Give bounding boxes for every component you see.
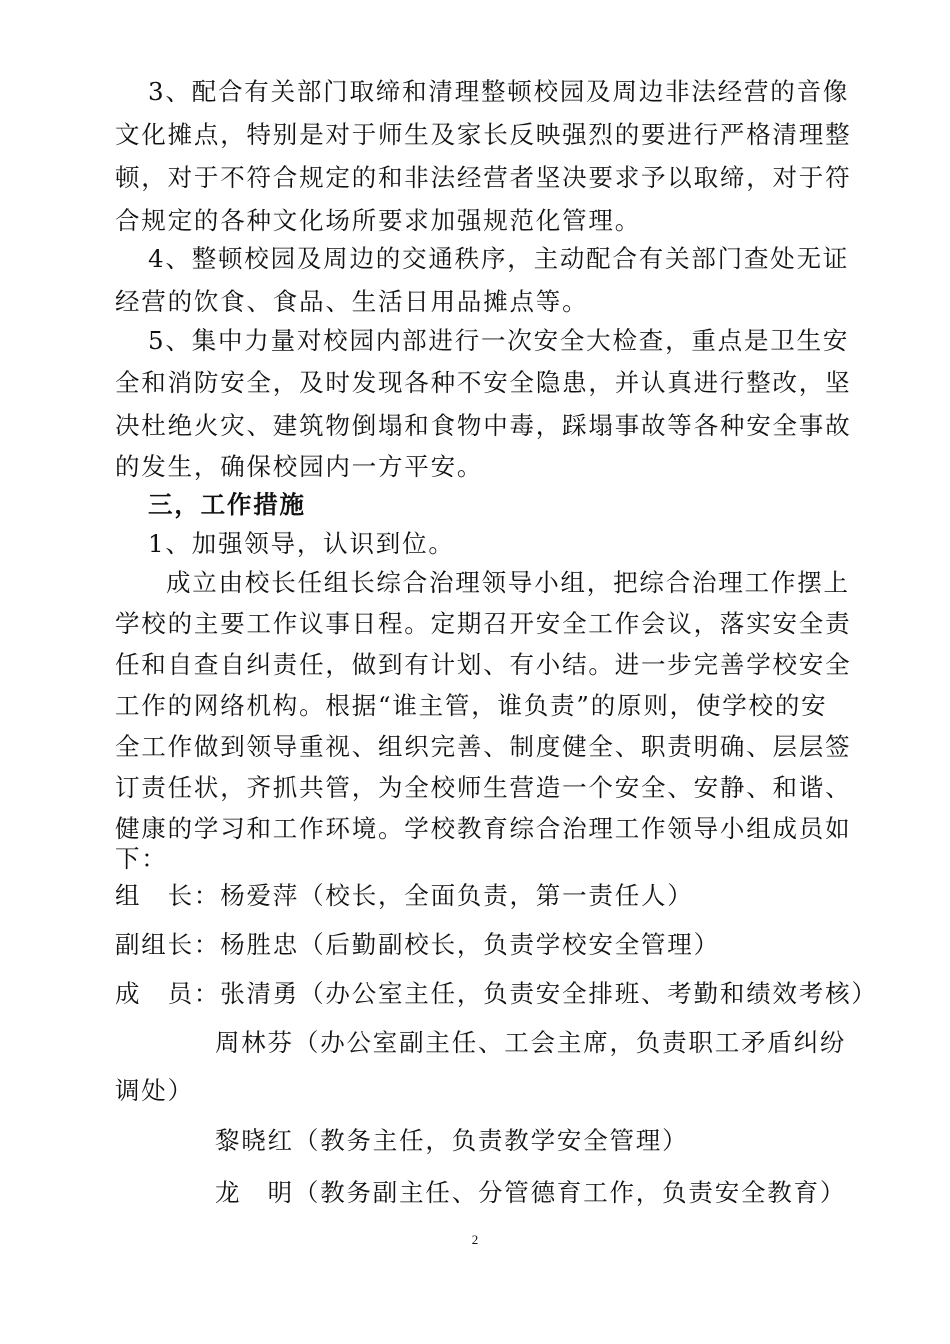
member-2-line-2: 调处）: [115, 1076, 194, 1105]
paragraph-5-line-3: 决杜绝火灾、建筑物倒塌和食物中毒，踩塌事故等各种安全事故: [115, 411, 852, 440]
section-heading: 三，工作措施: [148, 490, 306, 519]
measure-1-body-line-6: 订责任状，齐抓共管，为全校师生营造一个安全、安静、和谐、: [115, 773, 852, 802]
measure-1-body-line-3: 任和自查自纠责任，做到有计划、有小结。进一步完善学校安全: [115, 650, 852, 679]
page-number: 2: [471, 1232, 479, 1247]
measure-1-body-line-8: 下：: [115, 844, 168, 873]
paragraph-3-line-3: 顿，对于不符合规定的和非法经营者坚决要求予以取缔，对于符: [115, 163, 852, 192]
paragraph-4-line-2: 经营的饮食、食品、生活日用品摊点等。: [115, 287, 589, 316]
measure-1-body-line-2: 学校的主要工作议事日程。定期召开安全工作会议，落实安全责: [115, 609, 852, 638]
member-deputy: 副组长：杨胜忠（后勤副校长，负责学校安全管理）: [115, 930, 720, 959]
measure-1-body-line-7: 健康的学习和工作环境。学校教育综合治理工作领导小组成员如: [115, 814, 852, 843]
paragraph-5-line-4: 的发生，确保校园内一方平安。: [115, 452, 484, 481]
paragraph-3-line-4: 合规定的各种文化场所要求加强规范化管理。: [115, 206, 641, 235]
measure-1-body-line-1: 成立由校长任组长综合治理领导小组，把综合治理工作摆上: [166, 568, 850, 597]
member-4: 龙 明（教务副主任、分管德育工作，负责安全教育）: [215, 1178, 847, 1207]
measure-1-body-line-4: 工作的网络机构。根据“谁主管，谁负责”的原则，使学校的安: [115, 691, 828, 720]
member-leader: 组 长：杨爱萍（校长，全面负责，第一责任人）: [115, 881, 694, 910]
paragraph-3-line-2: 文化摊点，特别是对于师生及家长反映强烈的要进行严格清理整: [115, 120, 852, 149]
paragraph-3-line-1: 3、配合有关部门取缔和清理整顿校园及周边非法经营的音像: [148, 77, 850, 106]
paragraph-4-line-1: 4、整顿校园及周边的交通秩序，主动配合有关部门查处无证: [148, 244, 850, 273]
measure-1-body-line-5: 全工作做到领导重视、组织完善、制度健全、职责明确、层层签: [115, 732, 852, 761]
paragraph-5-line-1: 5、集中力量对校园内部进行一次安全大检查，重点是卫生安: [148, 326, 850, 355]
member-2-line-1: 周林芬（办公室副主任、工会主席，负责职工矛盾纠纷: [215, 1028, 847, 1057]
member-1: 成 员：张清勇（办公室主任，负责安全排班、考勤和绩效考核）: [115, 979, 878, 1008]
paragraph-5-line-2: 全和消防安全，及时发现各种不安全隐患，并认真进行整改，坚: [115, 368, 852, 397]
measure-1-title: 1、加强领导，认识到位。: [148, 529, 455, 558]
member-3: 黎晓红（教务主任，负责教学安全管理）: [215, 1126, 689, 1155]
